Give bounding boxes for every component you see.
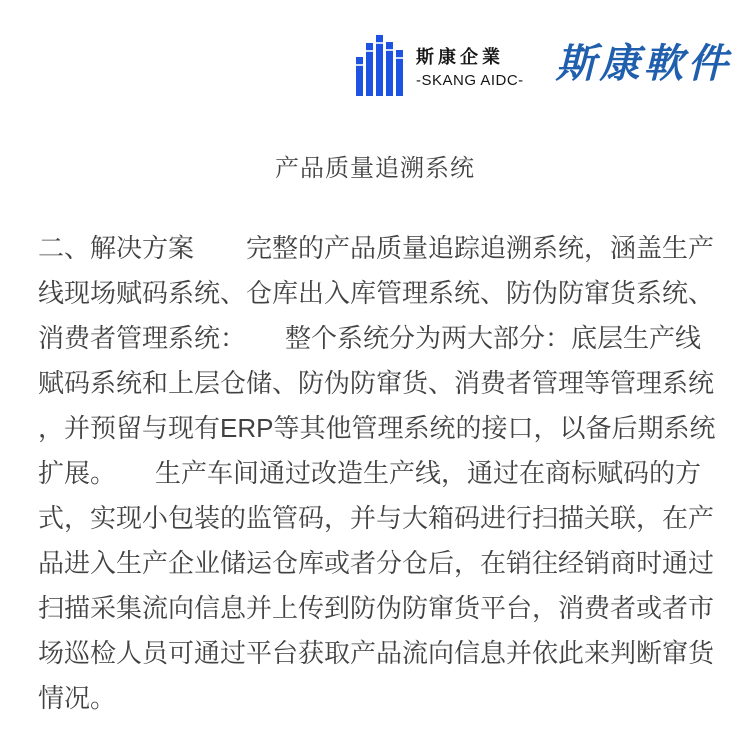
text-line: 式，实现小包装的监管码，并与大箱码进行扫描关联，在产 — [38, 503, 715, 533]
text-line: 扫描采集流向信息并上传到防伪防窜货平台，消费者或者市 — [38, 593, 715, 623]
text-line: 扩展。 生产车间通过改造生产线，通过在商标赋码的方 — [38, 458, 702, 488]
text-line: 线现场赋码系统、仓库出入库管理系统、防伪防窜货系统、 — [38, 278, 715, 308]
text-line: 赋码系统和上层仓储、防伪防窜货、消费者管理等管理系统 — [38, 368, 715, 398]
logo-text-column — [416, 33, 524, 89]
bar-chart-logo-icon — [356, 33, 403, 96]
letterhead — [356, 33, 732, 96]
brand-wordmark: 斯康軟件 — [555, 41, 732, 86]
company-logo — [356, 33, 524, 96]
logo-bar — [386, 42, 393, 96]
text-line: 情况。 — [38, 683, 117, 713]
text-line: 品进入生产企业储运仓库或者分仓后，在销往经销商时通过 — [38, 548, 715, 578]
logo-bar — [366, 43, 373, 96]
company-name-cn: 斯康企業 — [416, 47, 504, 67]
text-line: 场巡检人员可通过平台获取产品流向信息并依此来判断窜货 — [38, 638, 715, 668]
page-title: 产品质量追溯系统 — [275, 155, 475, 182]
logo-bar — [376, 35, 383, 96]
logo-bar — [396, 50, 403, 96]
logo-bar — [356, 57, 363, 96]
text-line: 消费者管理系统： 整个系统分为两大部分：底层生产线 — [38, 323, 702, 353]
text-line: ，并预留与现有ERP等其他管理系统的接口，以备后期系统 — [38, 413, 716, 443]
company-name-en: -SKANG AIDC- — [416, 71, 524, 89]
document-body — [38, 226, 716, 721]
text-line: 二、解决方案 完整的产品质量追踪追溯系统，涵盖生产 — [38, 233, 715, 263]
